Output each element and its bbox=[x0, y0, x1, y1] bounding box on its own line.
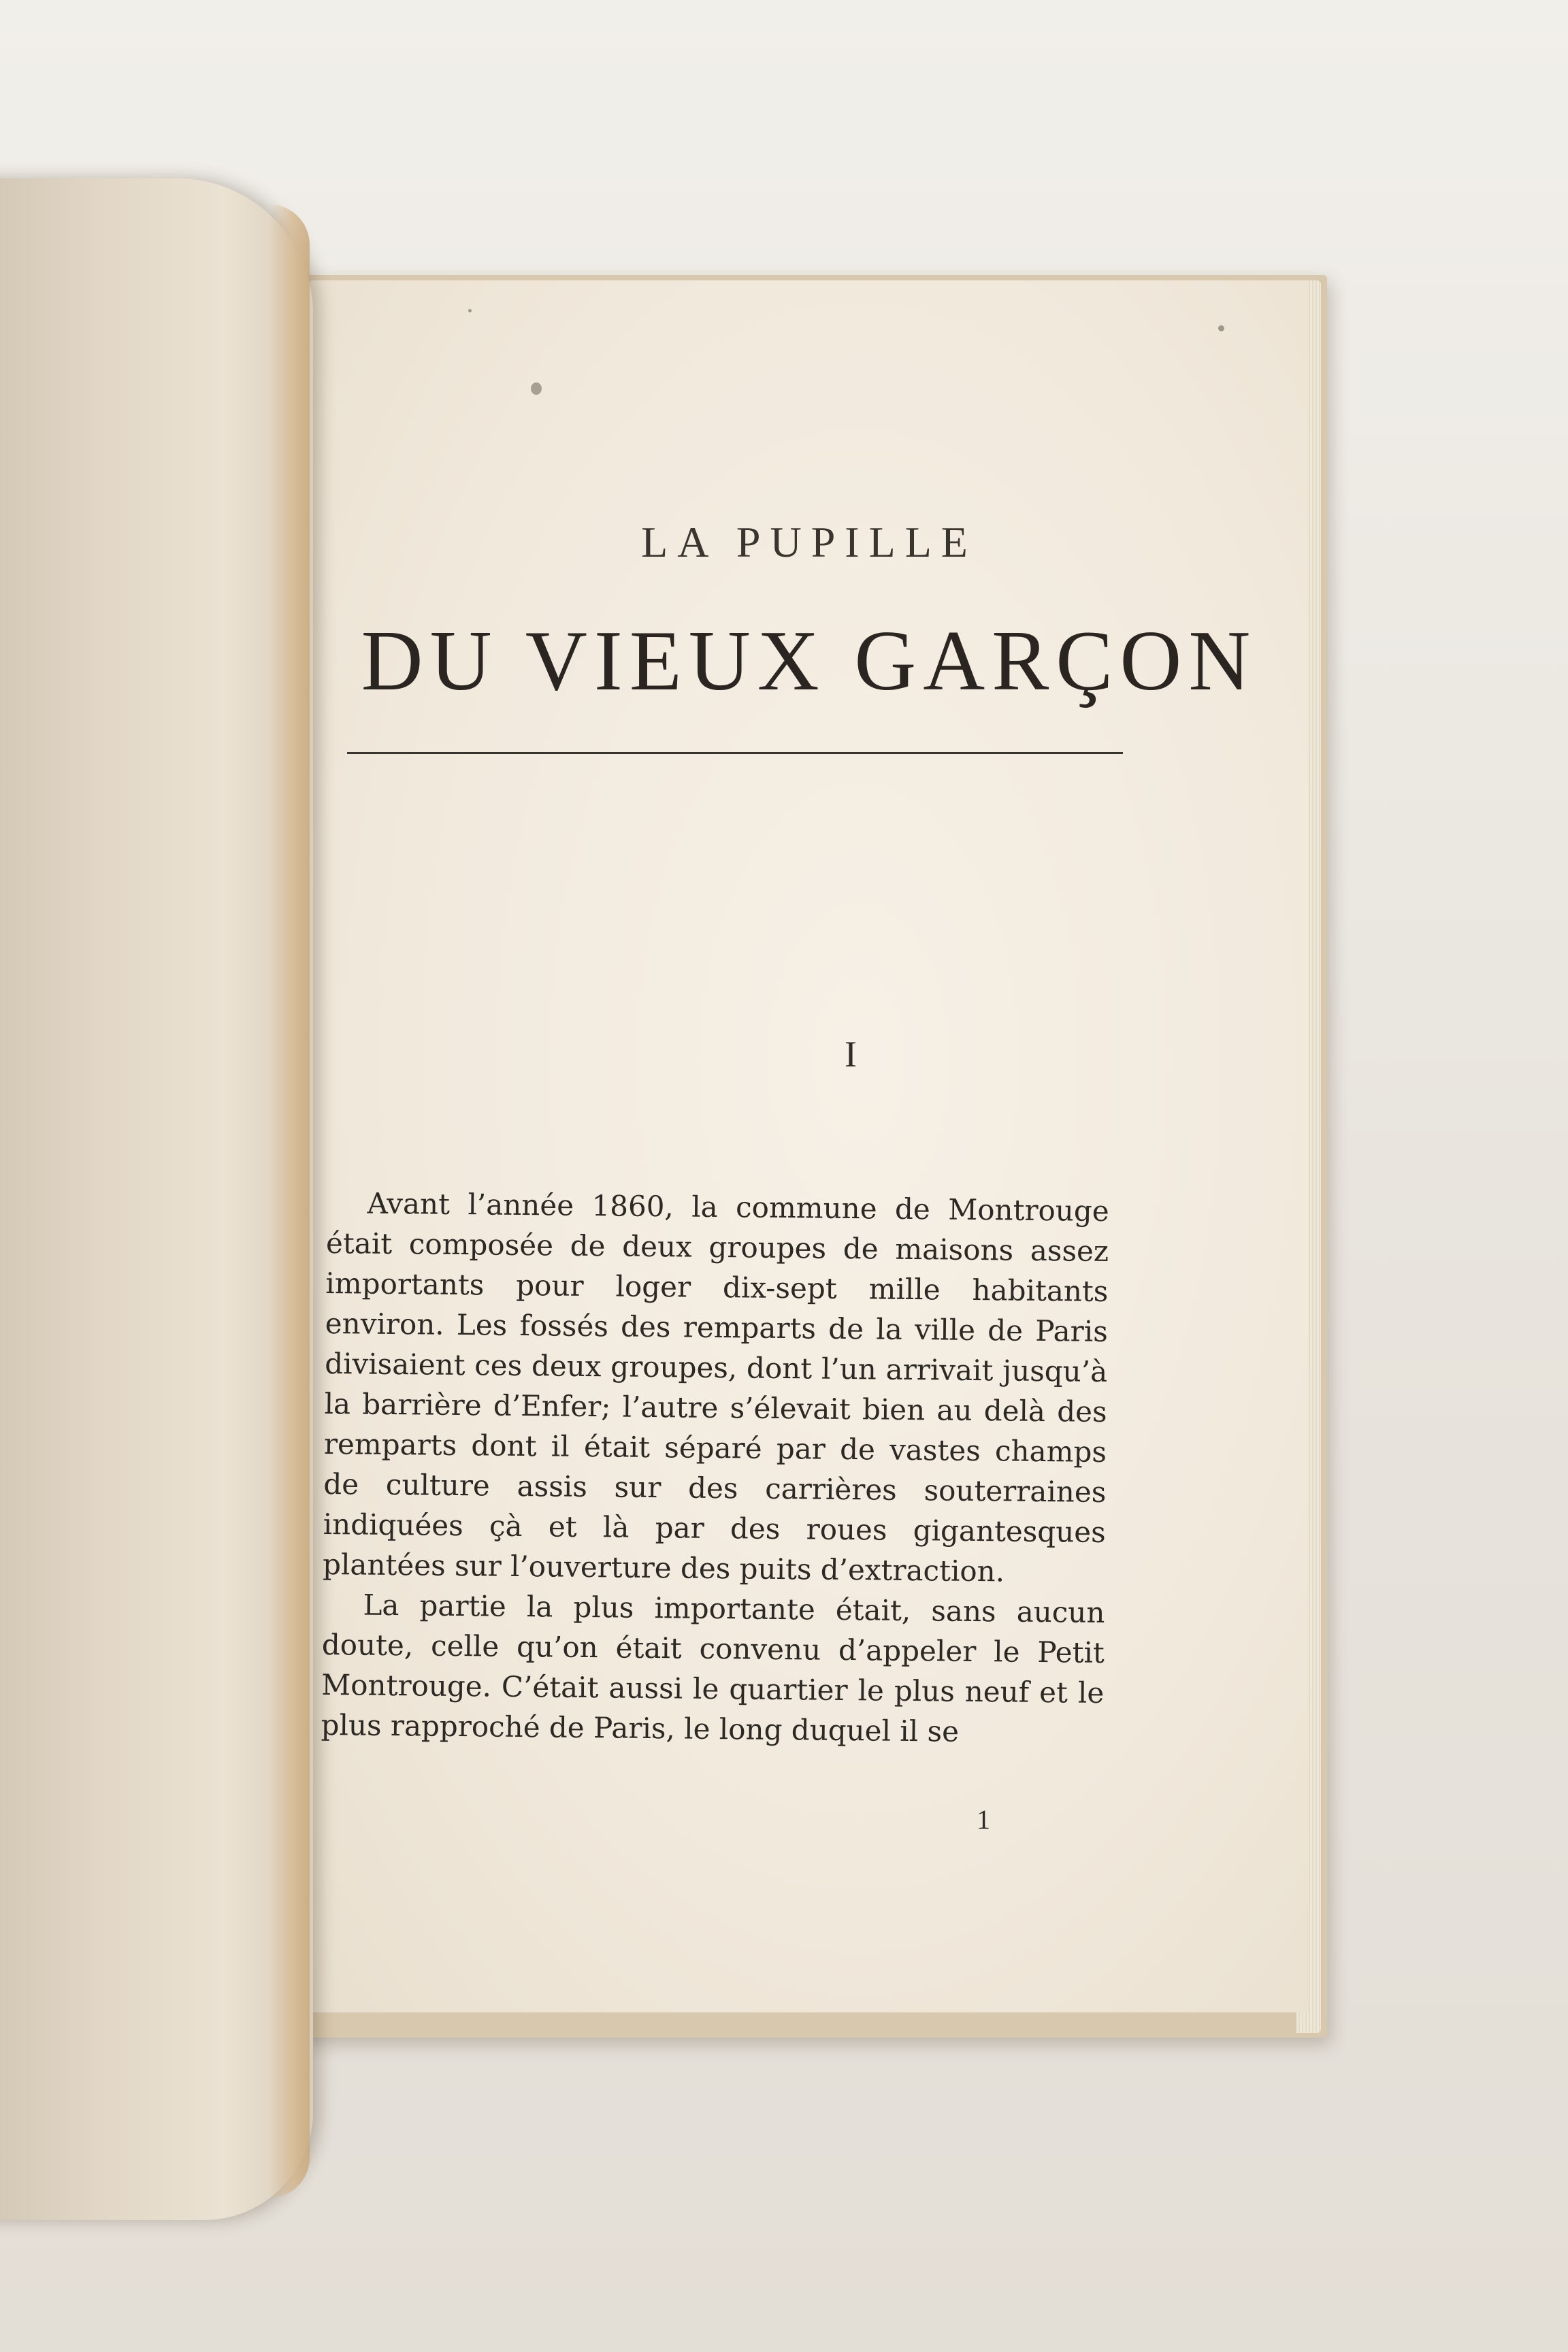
left-page-edge bbox=[269, 204, 310, 2198]
paragraph: Avant l’année 1860, la commune de Montrouge était composée de deux groupes de maisons assez importants pour loger dix-sept mille habitants environ. Les fossés des remparts de la ville de Paris divisaient ces deux groupes, dont l’un arrivait jusqu’à la barrière d’Enfer; l’autre s’élevait bien au delà des remparts dont il était séparé par de vastes champs de culture assis sur des carrières souterraines indiquées çà et là par des roues gigantesques plantées sur l’ouverture des puits d’extraction. bbox=[322, 1186, 1109, 1588]
foxing-spot bbox=[1218, 325, 1224, 331]
chapter-body bbox=[321, 1183, 1109, 1753]
chapter-number: I bbox=[845, 1034, 857, 1075]
foxing-spot bbox=[531, 382, 542, 395]
book-title-line-2: DU VIEUX GARÇON bbox=[361, 614, 1258, 708]
paragraph: La partie la plus importante était, sans aucun doute, celle qu’on était convenu d’appeler le Petit Montrouge. C’était aussi le quartier le plus neuf et le plus rapproché de Paris, le long duquel il se bbox=[321, 1588, 1105, 1748]
book-title-line-1: LA PUPILLE bbox=[641, 518, 977, 566]
left-page-curl bbox=[0, 178, 313, 2220]
page-number: 1 bbox=[977, 1804, 990, 1835]
title-rule bbox=[347, 752, 1123, 754]
foxing-spot bbox=[468, 309, 472, 312]
